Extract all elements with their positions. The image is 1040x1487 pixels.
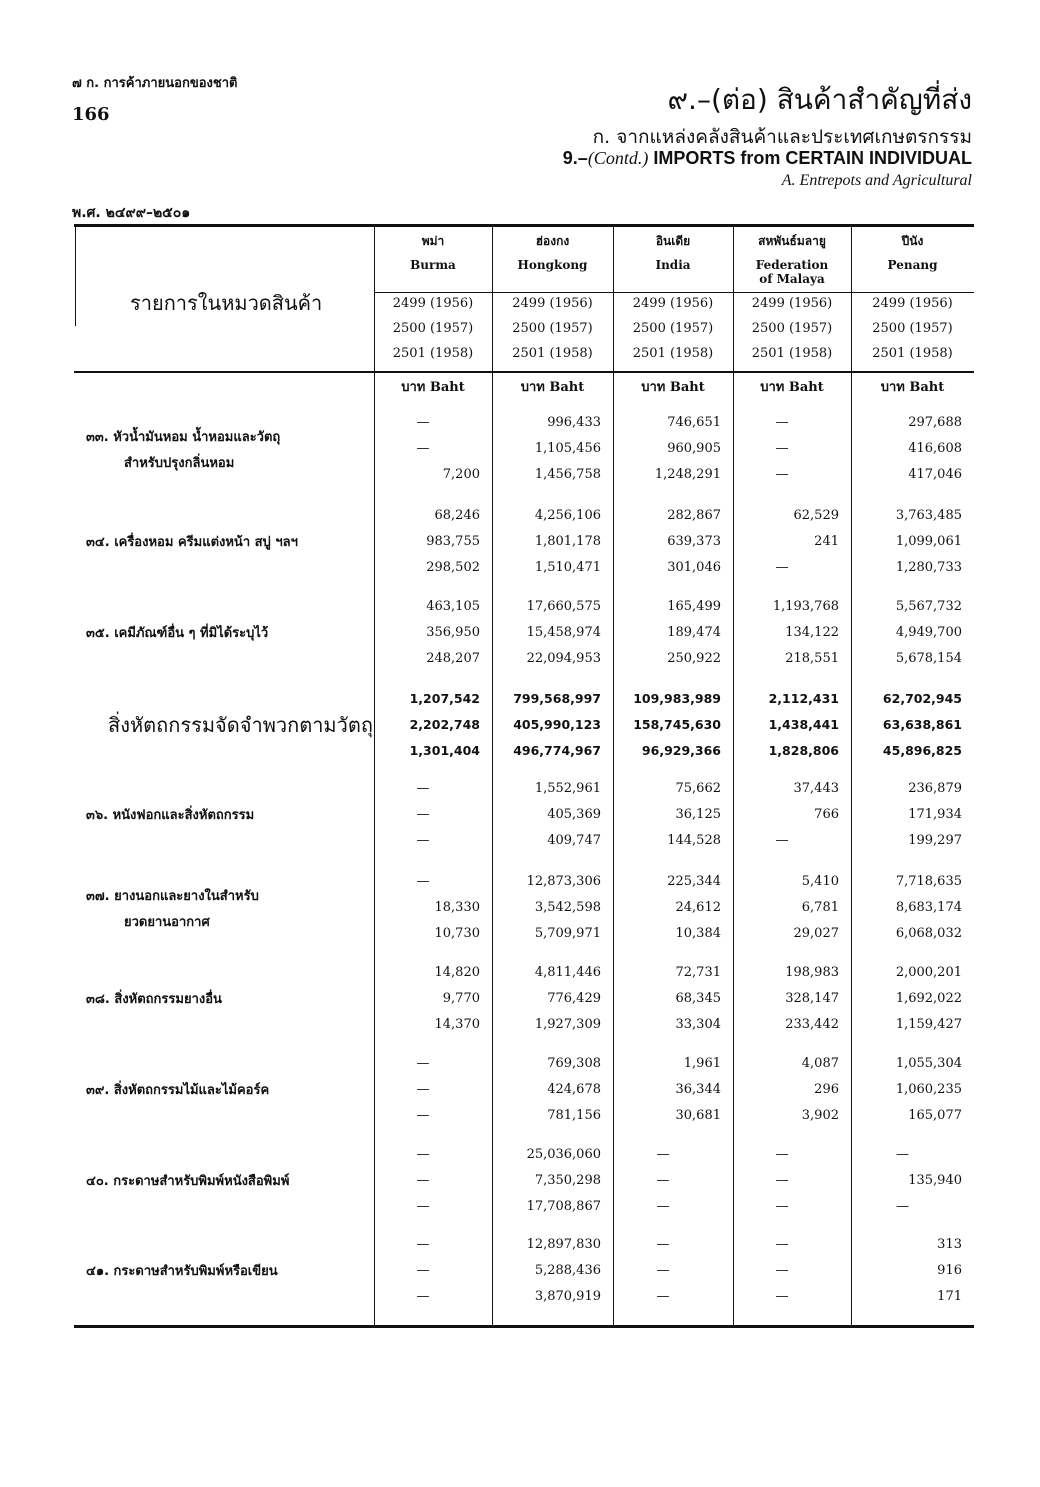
column-header-thai: ปีนัง: [901, 234, 924, 248]
page-number: 166: [72, 104, 110, 125]
cell-value: 5,410: [801, 874, 839, 889]
cell-value: 983,755: [426, 534, 480, 549]
cell-value: 62,529: [793, 508, 839, 523]
cell-value: 409,747: [547, 833, 601, 848]
cell-value: 799,568,997: [513, 691, 601, 706]
row-label-line: ๔๐. กระดาษสำหรับพิมพ์หนังสือพิมพ์: [86, 1174, 290, 1189]
cell-value: 218,551: [785, 651, 839, 666]
cell-value: 29,027: [793, 926, 839, 941]
row-label-line: ๓๗. ยางนอกและยางในสำหรับ: [86, 889, 259, 904]
unit-label: บาท Baht: [641, 380, 705, 395]
cell-value: 63,638,861: [882, 717, 962, 732]
cell-value: 5,678,154: [895, 651, 962, 666]
year-label: 2499 (1956): [751, 296, 833, 311]
year-label: 2499 (1956): [632, 296, 714, 311]
cell-value: 356,950: [426, 625, 480, 640]
cell-value: 3,870,919: [534, 1289, 601, 1304]
cell-value: 8,683,174: [895, 900, 962, 915]
column-header-thai: ฮ่องกง: [535, 234, 570, 248]
cell-value: 1,456,758: [534, 467, 601, 482]
cell-value: 68,345: [675, 991, 721, 1006]
year-label: 2501 (1958): [512, 346, 593, 361]
cell-value: 1,099,061: [895, 534, 962, 549]
thai-title: ๙.–(ต่อ) สินค้าสำคัญที่ส่ง: [667, 83, 972, 116]
cell-value: —: [775, 560, 789, 575]
cell-value: —: [416, 833, 430, 848]
cell-value: —: [775, 1199, 789, 1214]
row-label-line: ๓๕. เคมีภัณฑ์อื่น ๆ ที่มิได้ระบุไว้: [86, 626, 269, 641]
cell-value: 2,112,431: [768, 691, 839, 706]
year-separator-rule: [374, 292, 974, 293]
cell-value: 424,678: [547, 1082, 601, 1097]
row-label: [86, 425, 371, 477]
cell-value: 7,200: [442, 467, 480, 482]
cell-value: 236,879: [908, 781, 962, 796]
cell-value: 248,207: [426, 651, 480, 666]
cell-value: 30,681: [675, 1108, 721, 1123]
cell-value: 24,612: [675, 900, 721, 915]
cell-value: —: [775, 1237, 789, 1252]
row-label-line: สำหรับปรุงกลิ่นหอม: [124, 456, 235, 471]
column-header: [492, 234, 613, 272]
item-column-header: รายการในหมวดสินค้า: [130, 291, 323, 315]
cell-value: 1,159,427: [895, 1017, 962, 1032]
cell-value: —: [416, 1056, 430, 1071]
cell-value: 1,552,961: [534, 781, 601, 796]
unit-label: บาท Baht: [760, 380, 824, 395]
cell-value: 10,730: [434, 926, 480, 941]
row-label: [86, 884, 371, 936]
cell-value: 313: [937, 1237, 962, 1252]
year-label: 2499 (1956): [872, 296, 953, 311]
year-label: 2500 (1957): [512, 321, 593, 336]
cell-value: 14,820: [434, 965, 480, 980]
cell-value: 496,774,967: [513, 743, 601, 758]
year-label: 2501 (1958): [751, 346, 833, 361]
cell-value: 96,929,366: [641, 743, 721, 758]
cell-value: 960,905: [667, 441, 721, 456]
cell-value: 225,344: [667, 874, 721, 889]
year-label: 2501 (1958): [632, 346, 714, 361]
cell-value: —: [416, 441, 430, 456]
cell-value: 158,745,630: [633, 717, 721, 732]
cell-value: 1,692,022: [895, 991, 962, 1006]
cell-value: 301,046: [667, 560, 721, 575]
cell-value: 135,940: [908, 1173, 962, 1188]
cell-value: 769,308: [547, 1056, 601, 1071]
cell-value: 33,304: [675, 1017, 721, 1032]
cell-value: 405,369: [547, 807, 601, 822]
cell-value: —: [775, 415, 789, 430]
column-header-english: India: [655, 258, 691, 272]
year-label: 2500 (1957): [392, 321, 474, 336]
cell-value: 45,896,825: [882, 743, 962, 758]
cell-value: 3,542,598: [534, 900, 601, 915]
table-left-border: [75, 226, 76, 326]
cell-value: 6,068,032: [895, 926, 962, 941]
cell-value: —: [656, 1173, 670, 1188]
column-header-english: Penang: [887, 258, 938, 272]
year-label: 2500 (1957): [872, 321, 953, 336]
cell-value: 1,801,178: [534, 534, 601, 549]
cell-value: 171: [937, 1289, 962, 1304]
cell-value: 7,350,298: [534, 1173, 601, 1188]
cell-value: —: [656, 1289, 670, 1304]
cell-value: 639,373: [667, 534, 721, 549]
cell-value: 2,202,748: [409, 717, 480, 732]
column-header: [733, 234, 851, 286]
cell-value: 328,147: [785, 991, 839, 1006]
row-label-line: ยวดยานอากาศ: [124, 915, 210, 930]
cell-value: —: [416, 1173, 430, 1188]
row-label: [86, 1078, 371, 1104]
year-label: 2500 (1957): [751, 321, 833, 336]
cell-value: —: [775, 441, 789, 456]
cell-value: —: [775, 833, 789, 848]
cell-value: 1,055,304: [895, 1056, 962, 1071]
cell-value: 165,077: [908, 1108, 962, 1123]
cell-value: 4,087: [801, 1056, 839, 1071]
cell-value: 109,983,989: [633, 691, 721, 706]
cell-value: —: [416, 874, 430, 889]
english-subtitle: A. Entrepots and Agricultural: [781, 172, 972, 189]
cell-value: 4,256,106: [534, 508, 601, 523]
cell-value: 12,873,306: [526, 874, 601, 889]
cell-value: 1,193,768: [772, 599, 839, 614]
cell-value: 22,094,953: [526, 651, 601, 666]
english-title-main: IMPORTS from CERTAIN INDIVIDUAL: [653, 148, 972, 168]
cell-value: 36,125: [675, 807, 721, 822]
cell-value: 72,731: [675, 965, 721, 980]
cell-value: 1,105,456: [534, 441, 601, 456]
column-header-thai: อินเดีย: [655, 234, 691, 248]
cell-value: —: [416, 1108, 430, 1123]
row-label: [86, 1259, 371, 1285]
cell-value: 5,288,436: [534, 1263, 601, 1278]
cell-value: 68,246: [434, 508, 480, 523]
cell-value: 4,949,700: [895, 625, 962, 640]
year-label: 2501 (1958): [392, 346, 474, 361]
cell-value: 7,718,635: [895, 874, 962, 889]
cell-value: 5,567,732: [895, 599, 962, 614]
unit-label: บาท Baht: [880, 380, 945, 395]
cell-value: 1,510,471: [534, 560, 601, 575]
cell-value: —: [416, 1199, 430, 1214]
cell-value: 282,867: [667, 508, 721, 523]
cell-value: 3,763,485: [895, 508, 962, 523]
cell-value: —: [656, 1147, 670, 1162]
cell-value: 250,922: [667, 651, 721, 666]
cell-value: 3,902: [801, 1108, 839, 1123]
cell-value: 1,248,291: [654, 467, 721, 482]
row-label-line: ๓๖. หนังฟอกและสิ่งหัตถกรรม: [86, 808, 255, 823]
row-label: [86, 530, 371, 556]
cell-value: 996,433: [547, 415, 601, 430]
cell-value: —: [775, 1173, 789, 1188]
cell-value: 776,429: [547, 991, 601, 1006]
english-title-prefix: 9.–: [562, 148, 588, 168]
cell-value: 62,702,945: [882, 691, 962, 706]
row-label: [86, 803, 371, 829]
cell-value: 766: [814, 807, 839, 822]
column-header-english: Federation of Malaya: [755, 258, 829, 286]
column-header-english: Burma: [410, 258, 456, 272]
row-label-line: ๓๓. หัวน้ำมันหอม น้ำหอมและวัตถุ: [86, 430, 281, 445]
cell-value: 405,990,123: [513, 717, 601, 732]
cell-value: 1,060,235: [895, 1082, 962, 1097]
cell-value: —: [896, 1199, 909, 1214]
cell-value: —: [416, 1263, 430, 1278]
cell-value: 1,961: [683, 1056, 721, 1071]
cell-value: —: [656, 1263, 670, 1278]
cell-value: 1,280,733: [895, 560, 962, 575]
cell-value: 2,000,201: [895, 965, 962, 980]
cell-value: 37,443: [793, 781, 839, 796]
cell-value: —: [416, 807, 430, 822]
cell-value: 199,297: [908, 833, 962, 848]
era-range: พ.ศ. ๒๔๙๙–๒๕๐๑: [72, 205, 191, 221]
row-label: [86, 1169, 371, 1195]
row-label-line: ๓๙. สิ่งหัตถกรรมไม้และไม้คอร์ค: [86, 1083, 270, 1098]
cell-value: 1,438,441: [768, 717, 839, 732]
cell-value: —: [416, 1147, 430, 1162]
column-header-thai: พม่า: [421, 234, 445, 248]
cell-value: 18,330: [434, 900, 480, 915]
cell-value: 241: [814, 534, 839, 549]
cell-value: —: [656, 1237, 670, 1252]
cell-value: 1,927,309: [534, 1017, 601, 1032]
cell-value: 1,828,806: [768, 743, 839, 758]
row-label: [86, 621, 371, 647]
table-header-rule: [74, 371, 974, 373]
cell-value: 296: [814, 1082, 839, 1097]
cell-value: —: [656, 1199, 670, 1214]
cell-value: 75,662: [675, 781, 721, 796]
cell-value: 233,442: [785, 1017, 839, 1032]
unit-label: บาท Baht: [520, 380, 585, 395]
row-label-line: ๓๘. สิ่งหัตถกรรมยางอื่น: [86, 992, 222, 1007]
column-header-thai: สหพันธ์มลายู: [758, 234, 826, 248]
cell-value: 9,770: [442, 991, 480, 1006]
cell-value: 10,384: [675, 926, 721, 941]
cell-value: —: [896, 1147, 909, 1162]
english-title-contd: (Contd.): [587, 148, 649, 168]
cell-value: 298,502: [426, 560, 480, 575]
cell-value: 297,688: [908, 415, 962, 430]
cell-value: 17,708,867: [526, 1199, 601, 1214]
cell-value: —: [775, 1147, 789, 1162]
cell-value: —: [416, 1289, 430, 1304]
cell-value: 134,122: [785, 625, 839, 640]
column-header-english: Hongkong: [517, 258, 588, 272]
cell-value: 5,709,971: [534, 926, 601, 941]
row-label-line: ๔๑. กระดาษสำหรับพิมพ์หรือเขียน: [86, 1264, 278, 1279]
thai-subtitle: ก. จากแหล่งคลังสินค้าและประเทศเกษตรกรรม: [592, 126, 972, 148]
cell-value: 25,036,060: [526, 1147, 601, 1162]
year-label: 2499 (1956): [512, 296, 593, 311]
column-header: [613, 234, 733, 272]
row-label-line: ๓๔. เครื่องหอม ครีมแต่งหน้า สบู่ ฯลฯ: [86, 535, 298, 550]
column-header: [851, 234, 974, 272]
cell-value: 6,781: [801, 900, 839, 915]
cell-value: 36,344: [675, 1082, 721, 1097]
cell-value: 4,811,446: [534, 965, 601, 980]
cell-value: 916: [937, 1263, 962, 1278]
cell-value: —: [775, 467, 789, 482]
cell-value: 781,156: [547, 1108, 601, 1123]
unit-label: บาท Baht: [401, 380, 465, 395]
cell-value: —: [416, 1237, 430, 1252]
year-label: 2501 (1958): [872, 346, 953, 361]
cell-value: 144,528: [667, 833, 721, 848]
cell-value: —: [416, 781, 430, 796]
cell-value: 463,105: [426, 599, 480, 614]
cell-value: 1,207,542: [409, 691, 480, 706]
cell-value: 12,897,830: [526, 1237, 601, 1252]
table-bottom-rule: [74, 1325, 974, 1328]
cell-value: 189,474: [667, 625, 721, 640]
cell-value: —: [775, 1263, 789, 1278]
cell-value: —: [416, 415, 430, 430]
cell-value: —: [775, 1289, 789, 1304]
cell-value: 198,983: [785, 965, 839, 980]
category-heading: สิ่งหัตถกรรมจัดจำพวกตามวัตถุ: [108, 713, 373, 737]
cell-value: 416,608: [908, 441, 962, 456]
table-top-rule: [74, 224, 974, 227]
cell-value: 746,651: [667, 415, 721, 430]
cell-value: 417,046: [908, 467, 962, 482]
cell-value: 15,458,974: [526, 625, 601, 640]
column-header: [374, 234, 492, 272]
cell-value: 14,370: [434, 1017, 480, 1032]
cell-value: 165,499: [667, 599, 721, 614]
year-label: 2500 (1957): [632, 321, 714, 336]
section-reference: ๗ ก. การค้าภายนอกของชาติ: [72, 76, 238, 91]
cell-value: 171,934: [908, 807, 962, 822]
cell-value: —: [416, 1082, 430, 1097]
cell-value: 17,660,575: [526, 599, 601, 614]
row-label: [86, 987, 371, 1013]
year-label: 2499 (1956): [392, 296, 474, 311]
cell-value: 1,301,404: [409, 743, 480, 758]
